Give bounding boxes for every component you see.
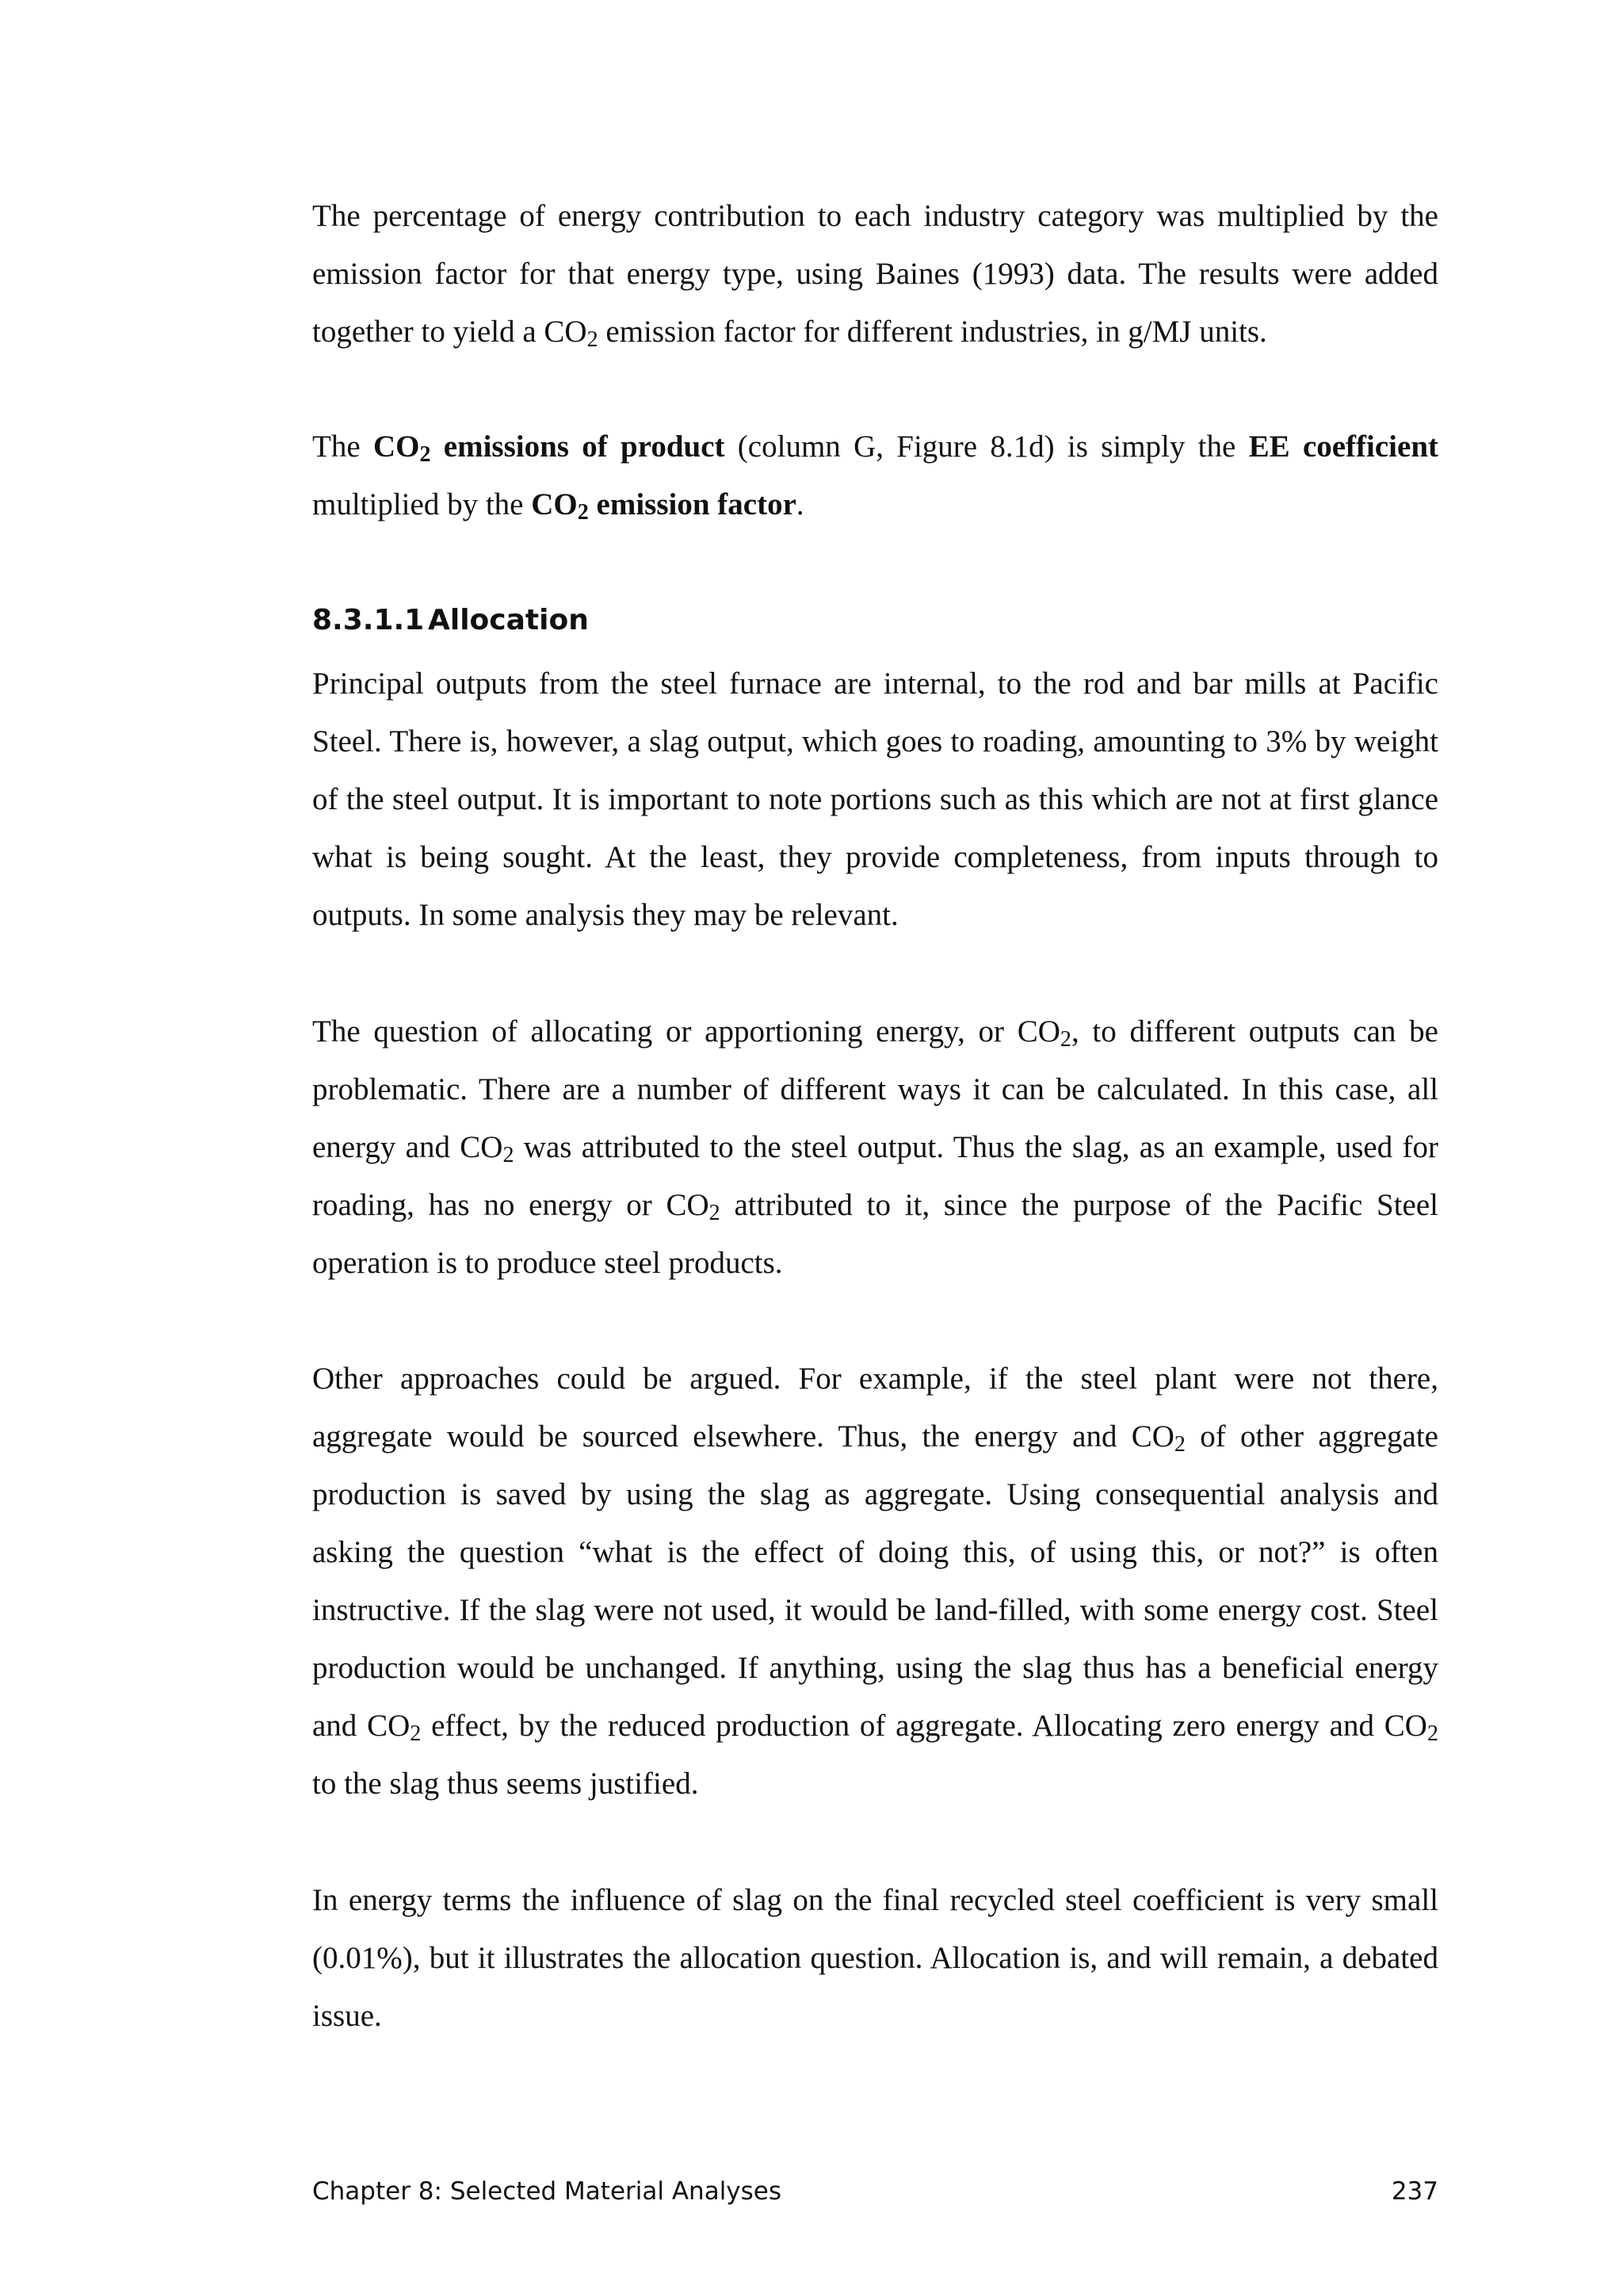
paragraph-text: (column G, Figure 8.1d) is simply the	[724, 430, 1249, 464]
paragraph-text: effect, by the reduced production of aggregate. Allocating zero energy and CO	[421, 1709, 1427, 1743]
subscript: 2	[502, 1143, 514, 1168]
subscript: 2	[577, 500, 589, 525]
paragraph-text: of other aggregate production is saved by using the slag as aggregate. Using consequential analysis and asking the question “what is the effect of doing this, of using this, or not?” is often instructive. If the slag were not used, it would be land-filled, with some energy cost. Steel production would be unchanged. If anything, using the slag thus has a beneficial energy and CO	[312, 1419, 1438, 1743]
paragraph-energy-terms: In energy terms the influence of slag on the final recycled steel coefficient is very small (0.01%), but it illustrates the allocation question. Allocation is, and will remain, a debated issue.	[312, 1883, 1438, 2033]
subscript: 2	[708, 1201, 720, 1226]
footer-page-number: 237	[1391, 2177, 1438, 2206]
bold-text: emissions of product	[430, 430, 725, 464]
paragraph-text: multiplied by the	[312, 487, 532, 521]
paragraph-text: was attributed to the steel output. Thus the slag, as an example, used for roading, has no energy or CO	[312, 1130, 1438, 1222]
paragraph-other-approaches	[312, 1350, 1438, 1813]
paragraph-co2-emissions-of-product	[312, 418, 1438, 533]
subscript: 2	[1174, 1432, 1186, 1457]
bold-text: CO	[531, 487, 578, 521]
subscript: 2	[1060, 1027, 1071, 1052]
subscript: 2	[410, 1721, 422, 1747]
bold-text: CO	[372, 430, 420, 464]
subscript: 2	[586, 327, 598, 353]
paragraph-text: to the slag thus seems justified.	[312, 1767, 699, 1801]
paragraph-text: Other approaches could be argued. For example, if the steel plant were not there, aggregate would be sourced elsewhere. Thus, the energy and CO	[312, 1362, 1438, 1454]
subscript: 2	[1426, 1721, 1438, 1747]
section-title: Allocation	[428, 604, 589, 636]
paragraph-allocating-energy	[312, 1003, 1438, 1292]
paragraph-emission-factor	[312, 187, 1438, 361]
paragraph-principal-outputs: Principal outputs from the steel furnace are internal, to the rod and bar mills at Pacific Steel. There is, however, a slag output, which goes to roading, amounting to 3% by weight of the steel output. It is important to note portions such as this which are not at first glance what is being sought. At the least, they provide completeness, from inputs through to outputs. In some analysis they may be relevant.	[312, 667, 1438, 932]
bold-term-co2-emission-factor	[531, 487, 796, 525]
bold-term-co2-emissions-of-product	[372, 430, 725, 468]
paragraph-text: attributed to it, since the purpose of the Pacific Steel operation is to produce steel products.	[312, 1188, 1438, 1280]
paragraph-text: .	[796, 487, 804, 521]
footer-chapter-title: Chapter 8: Selected Material Analyses	[312, 2177, 782, 2206]
paragraph-text: The question of allocating or apportioning energy, or CO	[312, 1014, 1060, 1049]
paragraph-text: emission factor for different industries, in g/MJ units.	[598, 315, 1267, 349]
bold-term-ee-coefficient: EE coefficient	[1248, 430, 1439, 464]
paragraph-text: The	[312, 430, 373, 464]
paragraph-text: The percentage of energy contribution to each industry category was multiplied by the emission factor for that energy type, using Baines (1993) data. The results were added together to yield a CO	[312, 199, 1438, 349]
section-number: 8.3.1.1	[312, 604, 425, 636]
bold-text: emission factor	[588, 487, 796, 521]
paragraph-text: , to different outputs can be problematic. There are a number of different ways it can be calculated. In this case, all energy and CO	[312, 1014, 1438, 1164]
section-heading-allocation	[312, 601, 589, 640]
subscript: 2	[419, 442, 431, 468]
